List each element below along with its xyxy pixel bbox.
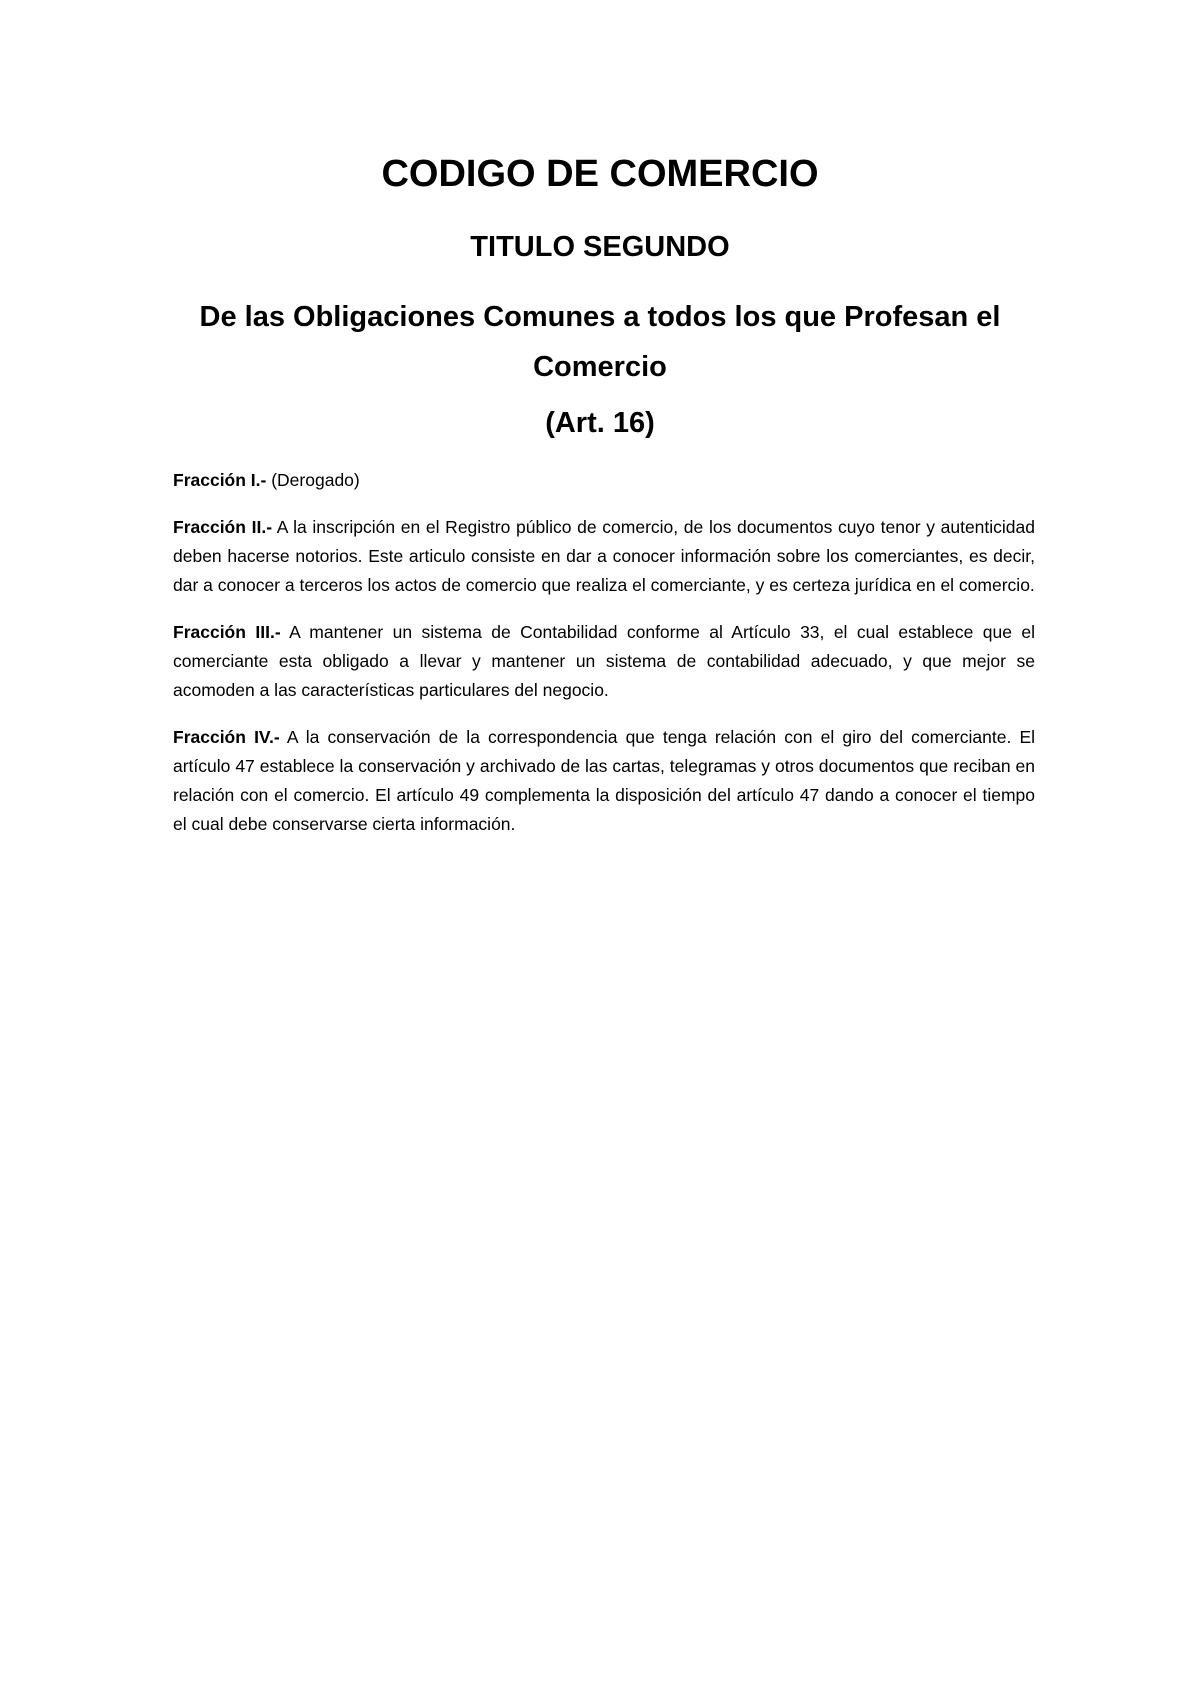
paragraph-text: A mantener un sistema de Contabilidad conforme al Artículo 33, el cual establece que el comerciante esta obligado a llevar y mantener un sistema de contabilidad adecuado, y que mejor se acomoden a las características particulares del negocio. — [173, 622, 1035, 700]
paragraph-fraccion-2 — [173, 513, 1035, 600]
document-title: CODIGO DE COMERCIO — [381, 153, 819, 195]
paragraph-label: Fracción IV.- — [173, 727, 280, 747]
paragraph-text: A la inscripción en el Registro público de comercio, de los documentos cuyo tenor y autenticidad deben hacerse notorios. Este articulo consiste en dar a conocer información sobre los comerciantes, es decir, dar a conocer a terceros los actos de comercio que realiza el comerciante, y es certeza jurídica en el comercio. — [173, 517, 1035, 595]
paragraph-fraccion-4 — [173, 723, 1035, 839]
article-reference: (Art. 16) — [545, 407, 655, 439]
document-body — [173, 466, 1035, 857]
paragraph-text: A la conservación de la correspondencia que tenga relación con el giro del comerciante. El artículo 47 establece la conservación y archivado de las cartas, telegramas y otros documentos que reciban en relación con el comercio. El artículo 49 complementa la disposición del artículo 47 dando a conocer el tiempo el cual debe conservarse cierta información. — [173, 727, 1036, 834]
document-subtitle: TITULO SEGUNDO — [470, 231, 730, 263]
paragraph-label: Fracción III.- — [173, 622, 281, 642]
paragraph-fraccion-3 — [173, 618, 1035, 705]
document-heading: De las Obligaciones Comunes a todos los que Profesan el Comercio — [199, 301, 1001, 383]
paragraph-text: (Derogado) — [266, 470, 360, 490]
paragraph-label: Fracción II.- — [173, 517, 273, 537]
paragraph-label: Fracción I.- — [173, 470, 267, 490]
paragraph-fraccion-1 — [173, 466, 1035, 495]
